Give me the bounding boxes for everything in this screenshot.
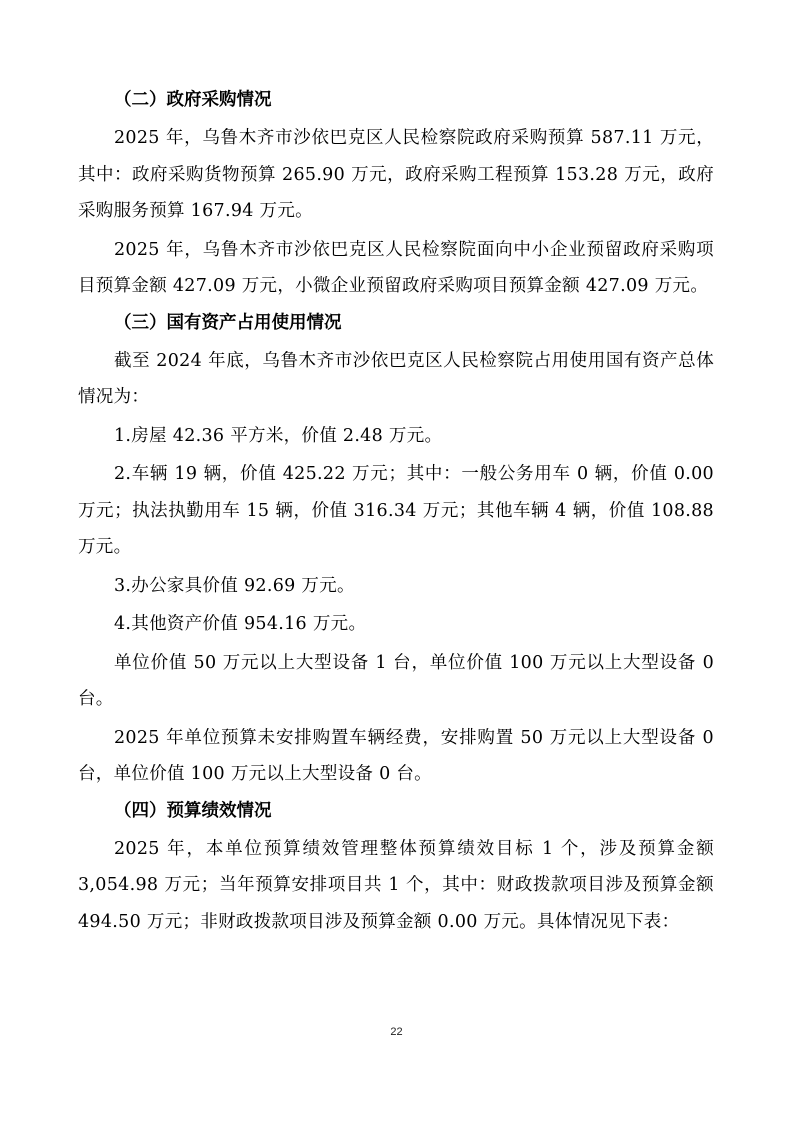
section-heading-state-assets: （三）国有资产占用使用情况 (114, 312, 342, 333)
section-heading-budget-performance: （四）预算绩效情况 (114, 800, 272, 821)
paragraph-assets-intro: 截至 2024 年底，乌鲁木齐市沙依巴克区人民检察院占用使用国有资产总体情况为： (78, 350, 714, 407)
paragraph-sme-reserved-budget: 2025 年，乌鲁木齐市沙依巴克区人民检察院面向中小企业预留政府采购项目预算金额 427.09 万元，小微企业预留政府采购项目预算金额 427.09 万元。 (78, 239, 714, 296)
paragraph-assets-vehicles: 2.车辆 19 辆，价值 425.22 万元；其中：一般公务用车 0 辆，价值 0.00 万元；执法执勤用车 15 辆，价值 316.34 万元；其他车辆 4 辆，价值 108.88 万元。 (78, 464, 714, 557)
paragraph-procurement-budget: 2025 年，乌鲁木齐市沙依巴克区人民检察院政府采购预算 587.11 万元，其中：政府采购货物预算 265.90 万元，政府采购工程预算 153.28 万元，政府采购服务预算 167.94 万元。 (78, 128, 714, 221)
paragraph-assets-other: 4.其他资产价值 954.16 万元。 (114, 614, 367, 634)
paragraph-performance-summary: 2025 年，本单位预算绩效管理整体预算绩效目标 1 个，涉及预算金额 3,054.98 万元；当年预算安排项目共 1 个，其中：财政拨款项目涉及预算金额 494.50 万元；非财政拨款项目涉及预算金额 0.00 万元。具体情况见下表： (78, 838, 714, 932)
section-heading-government-procurement: （二）政府采购情况 (114, 90, 272, 110)
paragraph-assets-furniture: 3.办公家具价值 92.69 万元。 (114, 575, 355, 596)
paragraph-assets-housing: 1.房屋 42.36 平方米，价值 2.48 万元。 (114, 425, 443, 446)
paragraph-assets-purchase-plan: 2025 年单位预算未安排购置车辆经费，安排购置 50 万元以上大型设备 0 台，单位价值 100 万元以上大型设备 0 台。 (78, 727, 714, 784)
document-body (78, 84, 714, 942)
page-number: 22 (390, 1026, 403, 1038)
paragraph-assets-large-equipment: 单位价值 50 万元以上大型设备 1 台，单位价值 100 万元以上大型设备 0 台。 (78, 652, 714, 709)
